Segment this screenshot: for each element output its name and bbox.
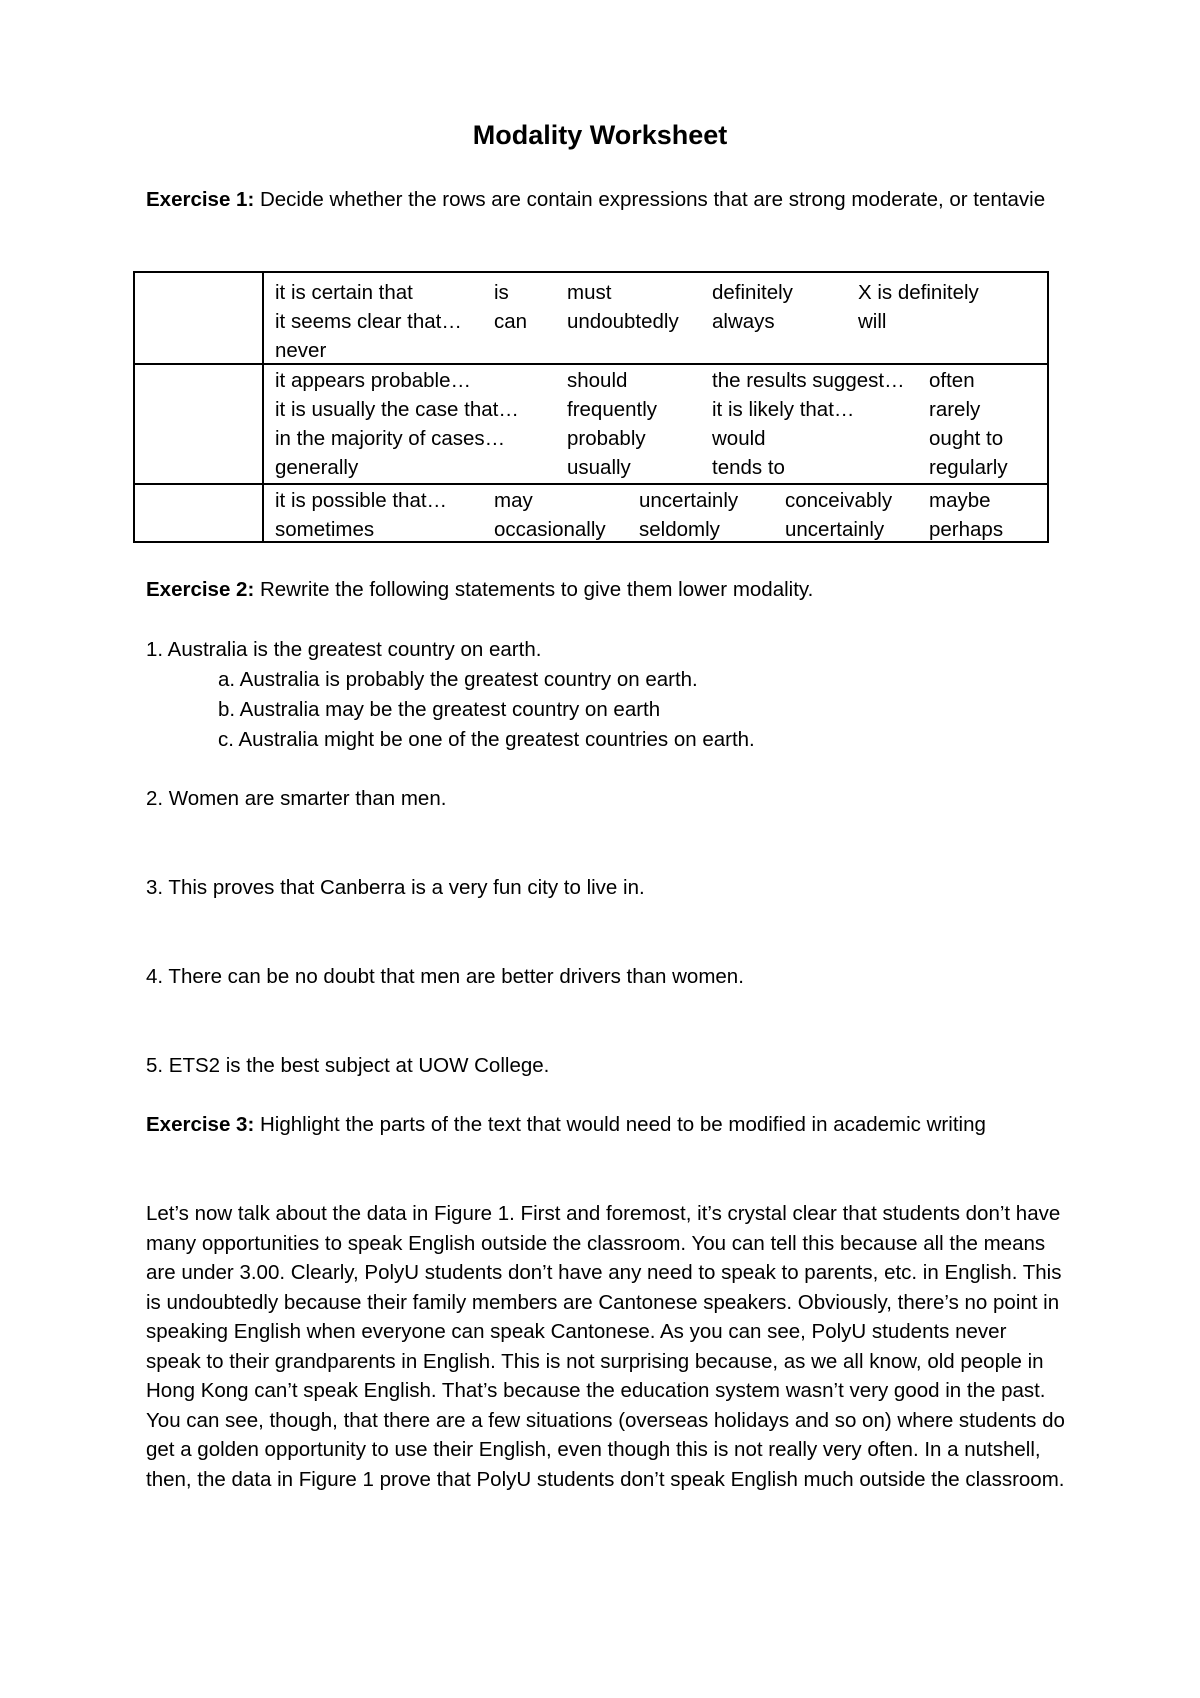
exercise-2-text: Rewrite the following statements to give them lower modality. bbox=[254, 578, 814, 601]
table-cell: sometimes bbox=[275, 518, 375, 541]
table-cell: must bbox=[567, 281, 612, 304]
table-cell: should bbox=[567, 369, 628, 392]
table-cell: maybe bbox=[929, 489, 991, 512]
exercise-1-text: Decide whether the rows are contain expressions that are strong moderate, or tentavie bbox=[254, 188, 1046, 211]
table-cell: it seems clear that… bbox=[275, 310, 462, 333]
table-cell: can bbox=[494, 310, 528, 333]
table-cell: conceivably bbox=[785, 489, 893, 512]
rewrite-example: c. Australia might be one of the greatest countries on earth. bbox=[218, 728, 755, 751]
table-cell: may bbox=[494, 489, 533, 512]
table-cell: the results suggest… bbox=[712, 369, 905, 392]
table-cell: would bbox=[712, 427, 766, 450]
table-cell: uncertainly bbox=[639, 489, 739, 512]
table-cell: seldomly bbox=[639, 518, 720, 541]
table-cell: probably bbox=[567, 427, 646, 450]
exercise-3-text: Highlight the parts of the text that would need to be modified in academic writing bbox=[254, 1113, 986, 1136]
table-cell: it appears probable… bbox=[275, 369, 472, 392]
table-cell: perhaps bbox=[929, 518, 1004, 541]
table-cell: regularly bbox=[929, 456, 1008, 479]
table-cell: in the majority of cases… bbox=[275, 427, 506, 450]
table-cell: frequently bbox=[567, 398, 658, 421]
table-cell: X is definitely bbox=[858, 281, 979, 304]
rewrite-example: b. Australia may be the greatest country on earth bbox=[218, 698, 661, 721]
table-cell: it is likely that… bbox=[712, 398, 855, 421]
table-cell: ought to bbox=[929, 427, 1004, 450]
table-cell: it is usually the case that… bbox=[275, 398, 519, 421]
table-cell: generally bbox=[275, 456, 359, 479]
table-cell: undoubtedly bbox=[567, 310, 679, 333]
table-divider-row-1 bbox=[135, 363, 1047, 365]
statement-item: 1. Australia is the greatest country on earth. bbox=[146, 638, 542, 661]
exercise-3-instruction bbox=[146, 1110, 1026, 1140]
table-cell: never bbox=[275, 339, 327, 362]
table-cell: it is possible that… bbox=[275, 489, 448, 512]
table-cell: uncertainly bbox=[785, 518, 885, 541]
exercise-2-instruction bbox=[146, 575, 1066, 605]
statement-item: 3. This proves that Canberra is a very fun city to live in. bbox=[146, 876, 645, 899]
table-cell: it is certain that bbox=[275, 281, 413, 304]
table-cell: usually bbox=[567, 456, 631, 479]
rewrite-example: a. Australia is probably the greatest country on earth. bbox=[218, 668, 698, 691]
exercise-1-label: Exercise 1: bbox=[146, 188, 255, 211]
table-divider-row-2 bbox=[135, 483, 1047, 485]
table-cell: rarely bbox=[929, 398, 981, 421]
table-cell: often bbox=[929, 369, 975, 392]
table-divider-vertical bbox=[262, 273, 264, 541]
table-cell: occasionally bbox=[494, 518, 606, 541]
exercise-3-passage: Let’s now talk about the data in Figure 1. First and foremost, it’s crystal clear that students don’t have many opportunities to speak English outside the classroom. You can tell this because all the means are under 3.00. Clearly, PolyU students don’t have any need to speak to parents, etc. in English. This is undoubtedly because their family members are Cantonese speakers. Obviously, there’s no point in speaking English when everyone can speak Cantonese. As you can see, PolyU students never speak to their grandparents in English. This is not surprising because, as we all know, old people in Hong Kong can’t speak English. That’s because the education system wasn’t very good in the past. You can see, though, that there are a few situations (overseas holidays and so on) where students do get a golden opportunity to use their English, even though this is not really very often. In a nutshell, then, the data in Figure 1 prove that PolyU students don’t speak English much outside the classroom. bbox=[146, 1202, 1065, 1491]
statement-item: 4. There can be no doubt that men are better drivers than women. bbox=[146, 965, 744, 988]
table-cell: always bbox=[712, 310, 775, 333]
exercise-1-instruction bbox=[146, 185, 1066, 215]
modality-table bbox=[133, 271, 1049, 543]
exercise-3-label: Exercise 3: bbox=[146, 1113, 255, 1136]
table-cell: definitely bbox=[712, 281, 793, 304]
table-cell: will bbox=[858, 310, 887, 333]
statement-item: 2. Women are smarter than men. bbox=[146, 787, 447, 810]
statement-item: 5. ETS2 is the best subject at UOW College. bbox=[146, 1054, 550, 1077]
exercise-2-label: Exercise 2: bbox=[146, 578, 255, 601]
table-cell: is bbox=[494, 281, 509, 304]
page-title: Modality Worksheet bbox=[472, 120, 728, 150]
table-cell: tends to bbox=[712, 456, 785, 479]
